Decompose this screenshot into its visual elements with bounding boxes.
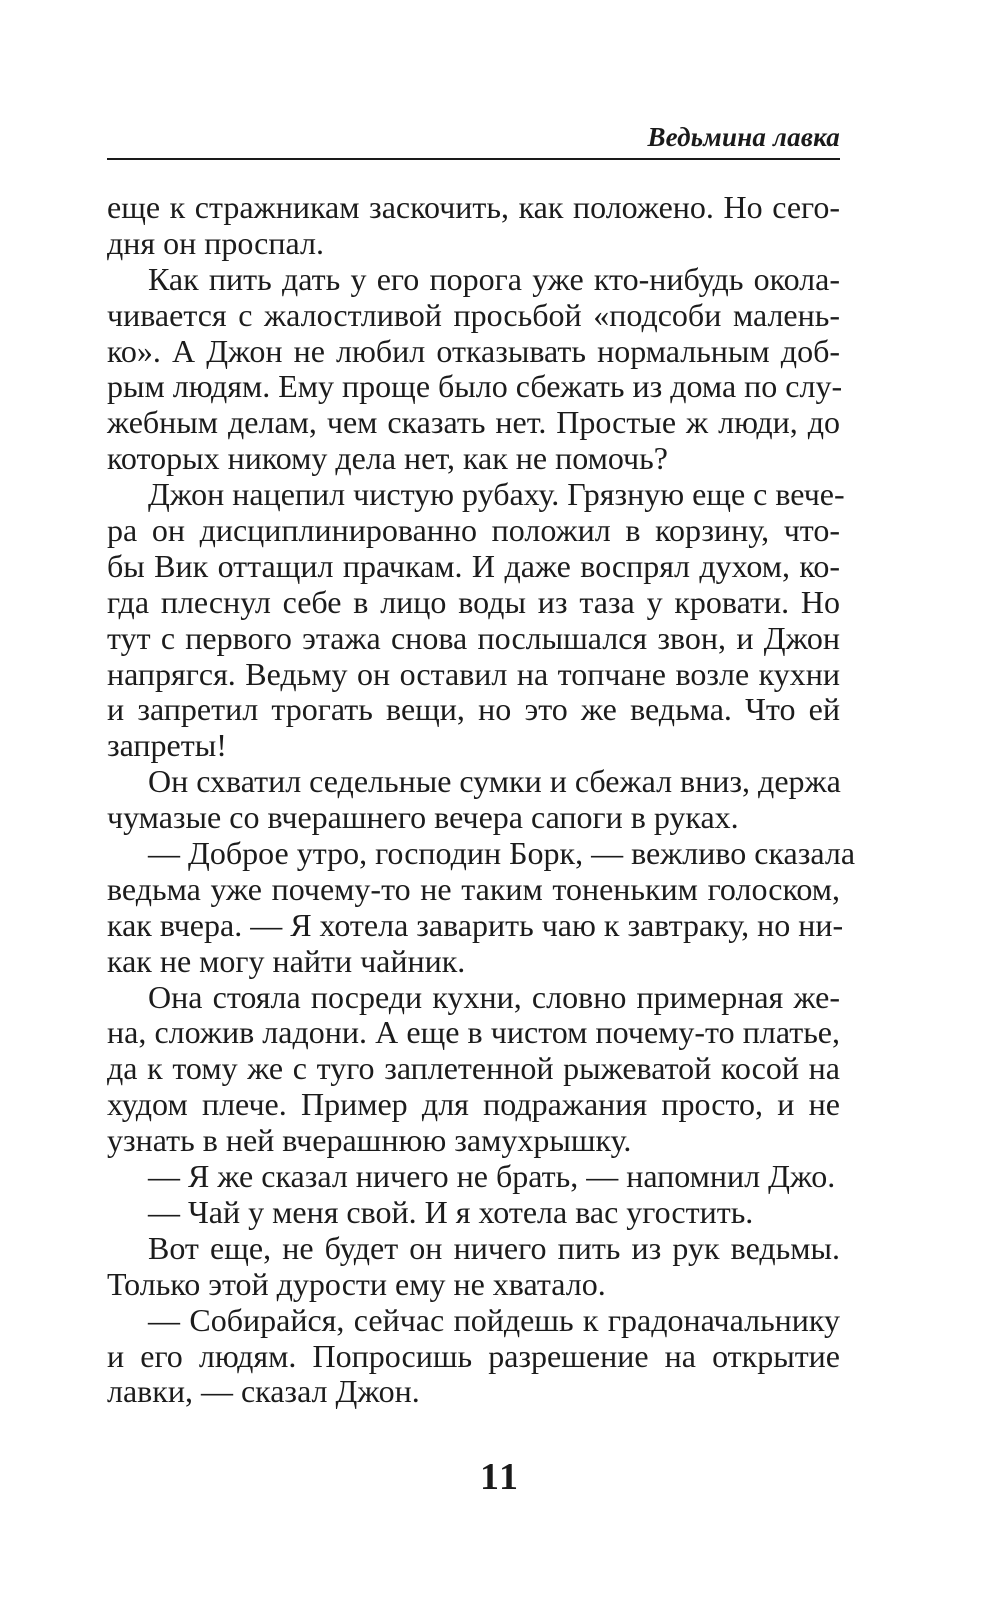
text-line: ведьма уже почему-то не таким тоненьким голоском, xyxy=(107,870,840,907)
text-line: Вот еще, не будет он ничего пить из рук ведьмы. xyxy=(148,1229,840,1266)
text-line: и запретил трогать вещи, но это же ведьма. Что ей xyxy=(107,691,840,728)
text-line: Джон нацепил чистую рубаху. Грязную еще с вече- xyxy=(148,476,845,513)
text-line: дня он проспал. xyxy=(107,224,324,261)
text-line: как не могу найти чайник. xyxy=(107,942,466,979)
text-line: Только этой дурости ему не хватало. xyxy=(107,1265,606,1302)
text-line: тут с первого этажа снова послышался звон, и Джон xyxy=(107,619,840,656)
text-line: на, сложив ладони. А еще в чистом почему-то платье, xyxy=(107,1014,840,1051)
body-text xyxy=(107,189,856,1410)
text-line: запреты! xyxy=(107,727,227,764)
text-line: которых никому дела нет, как не помочь? xyxy=(107,440,668,477)
text-line: бы Вик оттащил прачкам. И даже воспрял духом, ко- xyxy=(107,547,840,584)
text-line: как вчера. — Я хотела заварить чаю к завтраку, но ни- xyxy=(107,906,844,943)
text-line: чумазые со вчерашнего вечера сапоги в руках. xyxy=(107,799,739,836)
text-line: узнать в ней вчерашнюю замухрышку. xyxy=(107,1122,632,1159)
text-line: гда плеснул себе в лицо воды из таза у кровати. Но xyxy=(107,583,840,620)
text-line: ра он дисциплинированно положил в корзину, что- xyxy=(107,512,840,549)
text-line: Она стояла посреди кухни, словно примерная же- xyxy=(148,978,840,1015)
text-line: — Я же сказал ничего не брать, — напомнил Джо. xyxy=(148,1158,836,1195)
text-line: напрягся. Ведьму он оставил на топчане возле кухни xyxy=(107,655,840,692)
text-line: и его людям. Попросишь разрешение на открытие xyxy=(107,1337,840,1374)
text-line: Он схватил седельные сумки и сбежал вниз, держа xyxy=(148,763,841,800)
text-line: жебным делам, чем сказать нет. Простые ж люди, до xyxy=(107,404,840,441)
text-line: чивается с жалостливой просьбой «подсоби малень- xyxy=(107,296,840,333)
text-line: — Доброе утро, господин Борк, — вежливо сказала xyxy=(148,835,856,872)
text-line: Как пить дать у его порога уже кто-нибудь окола- xyxy=(148,260,840,297)
text-line: еще к стражникам заскочить, как положено. Но сего- xyxy=(107,189,840,225)
text-line: ко». А Джон не любил отказывать нормальным доб- xyxy=(107,332,840,369)
running-title: Ведьмина лавка xyxy=(647,122,840,152)
text-line: худом плече. Пример для подражания просто, и не xyxy=(107,1086,840,1123)
page-number: 11 xyxy=(480,1456,520,1498)
text-line: — Чай у меня свой. И я хотела вас угостить. xyxy=(148,1193,754,1230)
text-line: — Собирайся, сейчас пойдешь к градоначальнику xyxy=(148,1301,840,1338)
text-line: лавки, — сказал Джон. xyxy=(107,1373,420,1410)
text-line: да к тому же с туго заплетенной рыжеватой косой на xyxy=(107,1050,840,1087)
text-line: рым людям. Ему проще было сбежать из дома по слу- xyxy=(107,368,843,405)
running-header xyxy=(107,114,840,160)
